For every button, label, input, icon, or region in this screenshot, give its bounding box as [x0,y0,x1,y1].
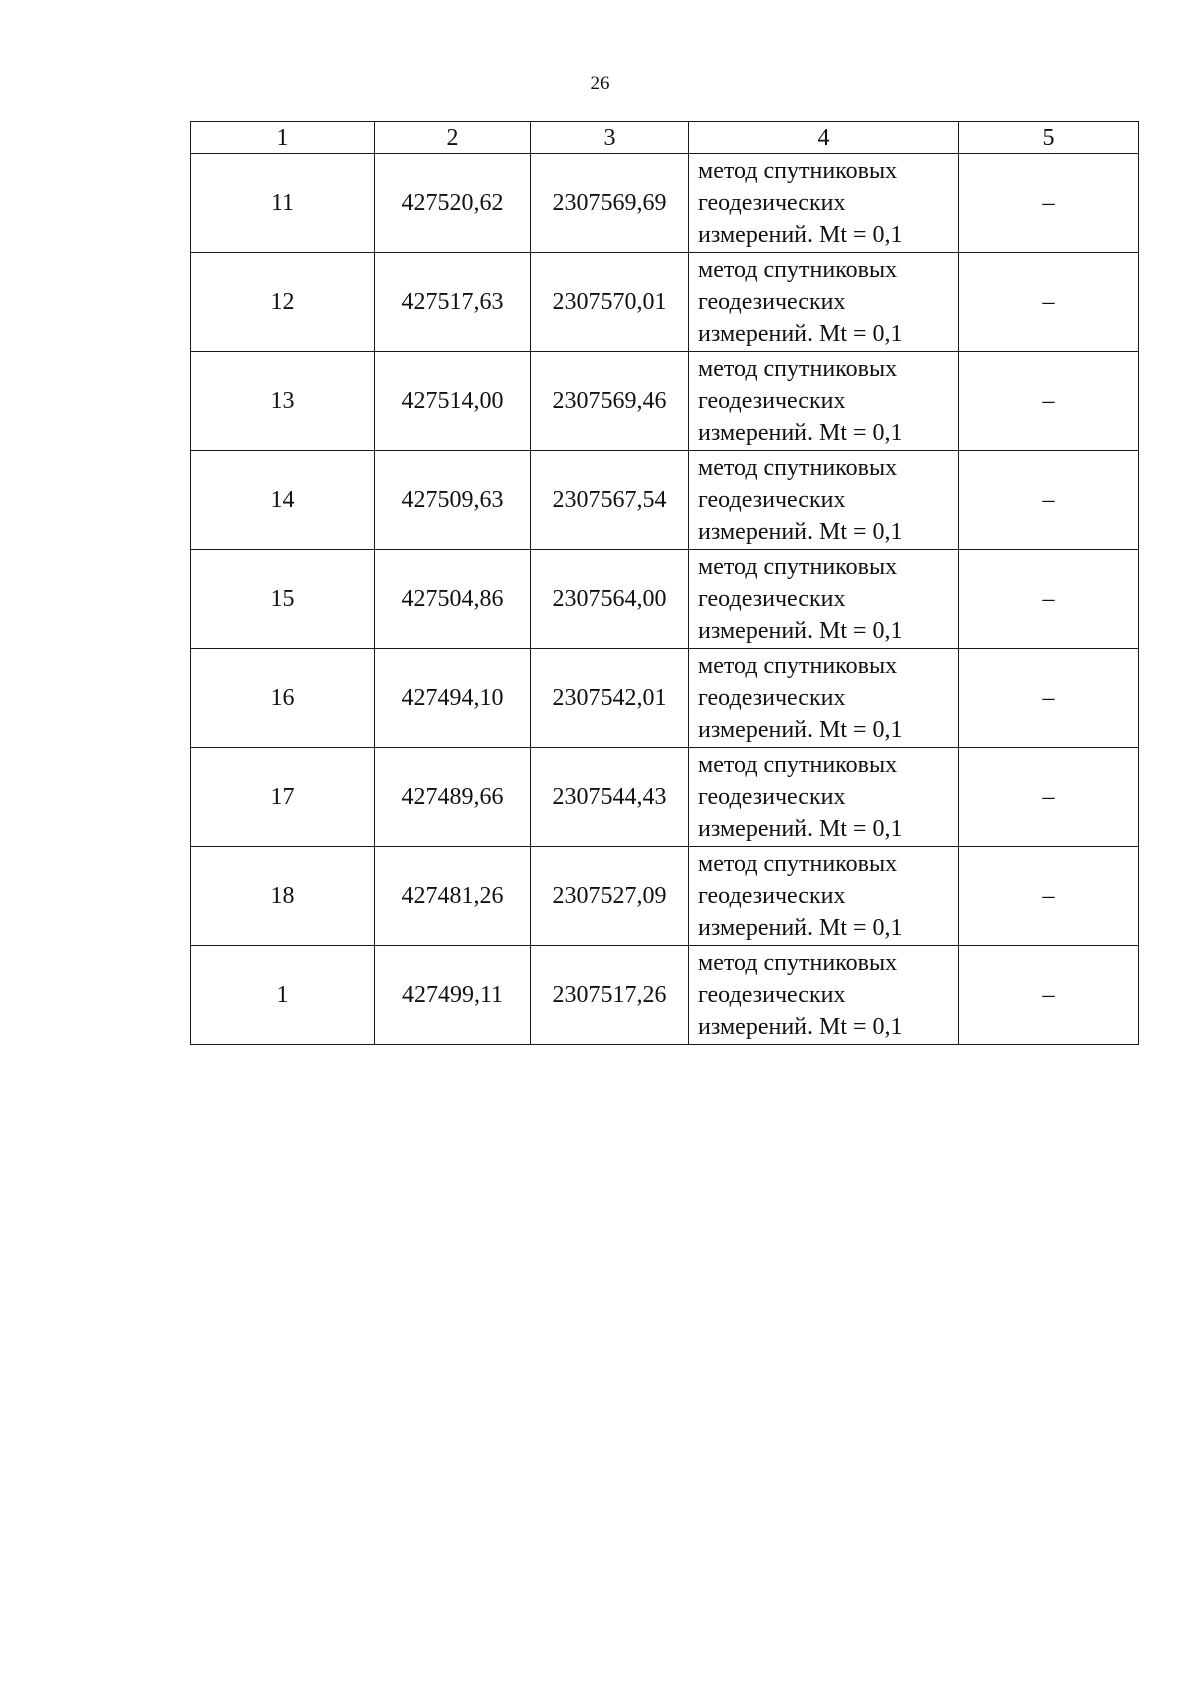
x-coordinate-cell: 427517,63 [375,253,531,352]
method-text-line: геодезических [698,784,846,810]
point-number-cell: 17 [191,748,375,847]
method-text-line: геодезических [698,487,846,513]
method-cell [689,253,959,352]
method-text-line: измерений. Mt = 0,1 [698,420,903,446]
coordinates-table [190,121,1139,1045]
y-coordinate-cell: 2307569,46 [531,352,689,451]
table-row [191,550,1139,649]
y-coordinate-cell: 2307570,01 [531,253,689,352]
table-header [191,122,1139,154]
method-text-line: метод спутниковых [698,950,898,976]
header-cell-4: 4 [689,122,959,154]
table-row [191,451,1139,550]
method-text-line: измерений. Mt = 0,1 [698,222,903,248]
x-coordinate-cell: 427499,11 [375,946,531,1045]
method-cell [689,847,959,946]
method-cell [689,451,959,550]
method-text-line: измерений. Mt = 0,1 [698,321,903,347]
method-text-line: измерений. Mt = 0,1 [698,717,903,743]
point-number-cell: 15 [191,550,375,649]
y-coordinate-cell: 2307517,26 [531,946,689,1045]
method-text-line: геодезических [698,685,846,711]
x-coordinate-cell: 427489,66 [375,748,531,847]
method-cell [689,946,959,1045]
x-coordinate-cell: 427520,62 [375,154,531,253]
note-cell: – [959,253,1139,352]
method-text-line: метод спутниковых [698,851,898,877]
method-text-line: геодезических [698,982,846,1008]
note-cell: – [959,352,1139,451]
method-text-line: измерений. Mt = 0,1 [698,915,903,941]
x-coordinate-cell: 427514,00 [375,352,531,451]
note-cell: – [959,451,1139,550]
method-text-line: метод спутниковых [698,455,898,481]
method-text-line: геодезических [698,586,846,612]
note-cell: – [959,550,1139,649]
y-coordinate-cell: 2307567,54 [531,451,689,550]
page-number: 26 [590,73,610,94]
method-cell [689,649,959,748]
point-number-cell: 16 [191,649,375,748]
point-number-cell: 12 [191,253,375,352]
header-cell-3: 3 [531,122,689,154]
point-number-cell: 11 [191,154,375,253]
y-coordinate-cell: 2307544,43 [531,748,689,847]
table-row [191,946,1139,1045]
method-text-line: метод спутниковых [698,752,898,778]
point-number-cell: 13 [191,352,375,451]
point-number-cell: 1 [191,946,375,1045]
x-coordinate-cell: 427504,86 [375,550,531,649]
method-text-line: измерений. Mt = 0,1 [698,816,903,842]
table-body [191,154,1139,1045]
method-text-line: геодезических [698,190,846,216]
point-number-cell: 18 [191,847,375,946]
table-row [191,154,1139,253]
method-text-line: геодезических [698,289,846,315]
method-text-line: метод спутниковых [698,257,898,283]
method-cell [689,352,959,451]
method-text-line: измерений. Mt = 0,1 [698,618,903,644]
method-cell [689,748,959,847]
note-cell: – [959,847,1139,946]
method-text-line: метод спутниковых [698,653,898,679]
y-coordinate-cell: 2307564,00 [531,550,689,649]
y-coordinate-cell: 2307542,01 [531,649,689,748]
x-coordinate-cell: 427509,63 [375,451,531,550]
method-text-line: метод спутниковых [698,158,898,184]
method-text-line: геодезических [698,883,846,909]
y-coordinate-cell: 2307527,09 [531,847,689,946]
table-row [191,253,1139,352]
note-cell: – [959,154,1139,253]
y-coordinate-cell: 2307569,69 [531,154,689,253]
method-cell [689,154,959,253]
note-cell: – [959,946,1139,1045]
header-cell-5: 5 [959,122,1139,154]
note-cell: – [959,649,1139,748]
method-text-line: измерений. Mt = 0,1 [698,1014,903,1040]
x-coordinate-cell: 427481,26 [375,847,531,946]
method-text-line: метод спутниковых [698,554,898,580]
note-cell: – [959,748,1139,847]
x-coordinate-cell: 427494,10 [375,649,531,748]
method-text-line: геодезических [698,388,846,414]
header-cell-1: 1 [191,122,375,154]
header-cell-2: 2 [375,122,531,154]
method-text-line: измерений. Mt = 0,1 [698,519,903,545]
method-text-line: метод спутниковых [698,356,898,382]
table-row [191,847,1139,946]
table-row [191,649,1139,748]
table-row [191,748,1139,847]
header-row [191,122,1139,154]
point-number-cell: 14 [191,451,375,550]
method-cell [689,550,959,649]
table-row [191,352,1139,451]
